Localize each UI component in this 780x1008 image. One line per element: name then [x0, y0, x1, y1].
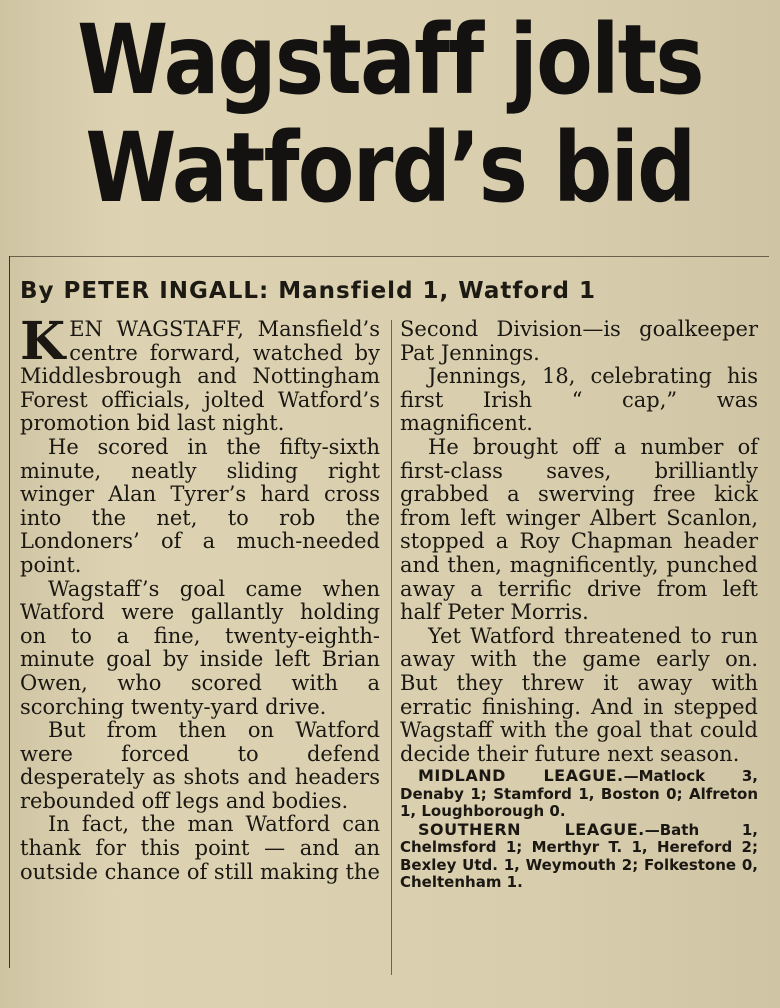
left-rule [9, 256, 10, 968]
league-name: SOUTHERN LEAGUE. [418, 819, 645, 839]
headline-line-1: Wagstaff jolts [77, 4, 703, 116]
league-results: —Matlock 3, Denaby 1; Stamford 1, Boston 0; Alfreton 1, Loughborough 0. [400, 767, 758, 821]
league-name: MIDLAND LEAGUE. [418, 766, 624, 786]
paragraph: But from then on Watford were forced to defend desperately as shots and headers rebounded off legs and bodies. [20, 718, 380, 813]
drop-cap: K [20, 311, 66, 372]
headline [55, 6, 726, 222]
article-column-right [400, 318, 758, 892]
article-column-left [20, 311, 380, 884]
paragraph: He scored in the fifty-sixth minute, neatly sliding right winger Alan Tyrer’s hard cross into the net, to rob the Londoners’ of a much-needed point. [20, 434, 380, 577]
paragraph: He brought off a number of first-class saves, brilliantly grabbed a swerving free kick from left winger Albert Scanlon, stopped a Roy Chapman header and then, magnificently, punched away a terrific drive from left half Peter Morris. [400, 434, 758, 625]
paragraph: Second Division—is goalkeeper Pat Jennings. [400, 317, 758, 365]
paragraph: Yet Watford threatened to run away with the game early on. But they threw it away with erratic finishing. And in stepped Wagstaff with the goal that could decide their future next season. [400, 623, 758, 766]
results-southern [400, 821, 758, 892]
paragraph [20, 311, 380, 436]
top-rule [9, 256, 769, 257]
results-midland [400, 767, 758, 821]
paragraph: Wagstaff’s goal came when Watford were gallantly holding on to a fine, twenty-eighth-minute goal by inside left Brian Owen, who scored with a scorching twenty-yard drive. [20, 576, 380, 719]
paragraph: Jennings, 18, celebrating his first Irish “ cap,” was magnificent. [400, 364, 758, 436]
results-box [400, 767, 758, 892]
headline-line-2: Watford’s bid [85, 112, 695, 224]
paragraph: In fact, the man Watford can thank for this point — and an outside chance of still making the [20, 812, 380, 884]
paragraph-text: EN WAGSTAFF, Mansfield’s centre forward, watched by Middlesbrough and Nottingham Forest officials, jolted Watford’s promotion bid last night. [20, 317, 380, 436]
league-results: —Bath 1, Chelmsford 1; Merthyr T. 1, Hereford 2; Bexley Utd. 1, Weymouth 2; Folkestone 0, Cheltenham 1. [400, 820, 758, 892]
byline: By PETER INGALL: Mansfield 1, Watford 1 [20, 278, 596, 304]
column-divider [391, 320, 392, 975]
